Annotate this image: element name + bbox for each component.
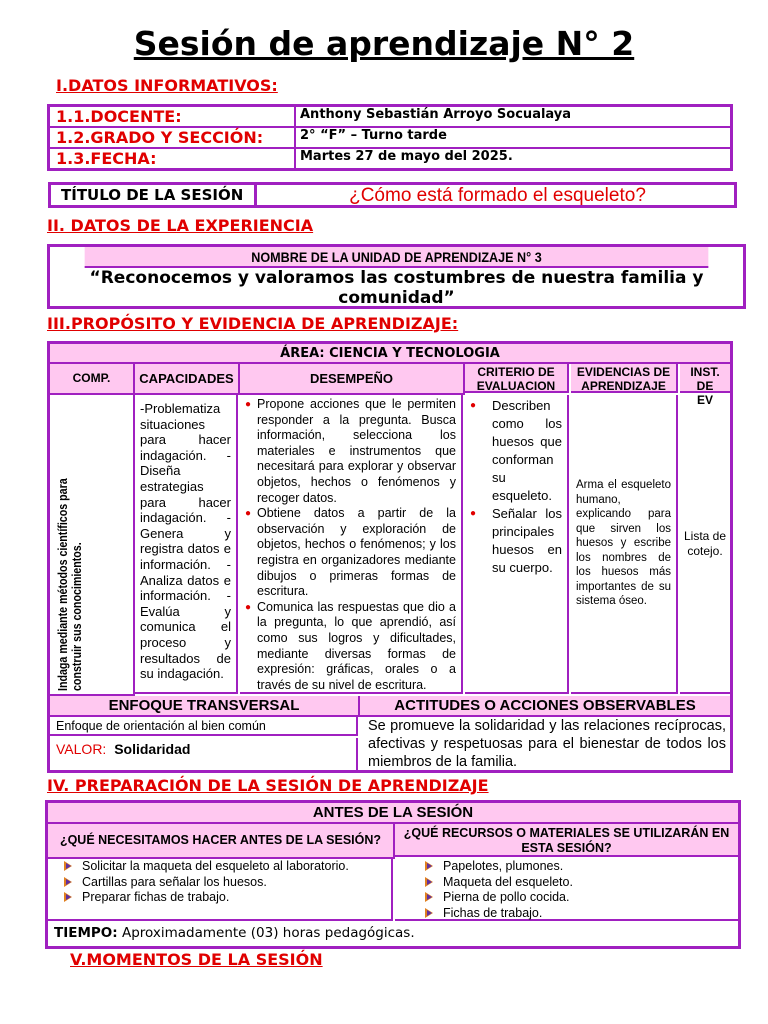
datos-informativos-table <box>47 104 733 171</box>
desempeno-item: ● Comunica las respuestas que dio a la pregunta, lo que aprendió, así como sus logros y dificultades, mediante diversas formas de expresión: gráficas, orales o a través de su nivel de escritura. <box>245 599 456 692</box>
arrow-bullet-icon <box>425 861 433 871</box>
arrow-bullet-icon <box>425 877 433 887</box>
col-criterio-header: CRITERIO DE EVALUACION <box>465 364 569 393</box>
list-item: Preparar fichas de trabajo. <box>64 890 391 906</box>
competencia-cell <box>50 395 135 696</box>
competencia-text: Indaga mediante métodos científicos para construir sus conocimientos. <box>55 478 84 691</box>
docente-value: Anthony Sebastián Arroyo Socualaya <box>295 106 732 128</box>
col2-cell <box>395 859 738 921</box>
antes-header: ANTES DE LA SESIÓN <box>48 803 738 824</box>
arrow-bullet-icon <box>425 908 433 918</box>
docente-label: 1.1.DOCENTE: <box>49 106 296 128</box>
area-header: ÁREA: CIENCIA Y TECNOLOGIA <box>50 344 730 364</box>
grado-value: 2° “F” – Turno tarde <box>295 127 732 148</box>
fecha-label: 1.3.FECHA: <box>49 148 296 170</box>
capacidades-text: -Problematiza situaciones para hacer indagación. -Diseña estrategias para hacer indagación. -Genera y registra datos e información. -Analiza datos e información. -Evalúa y comunica el proceso y resultados de su indagación. <box>140 401 231 682</box>
capacidades-cell <box>135 395 238 694</box>
proposito-table <box>47 341 733 773</box>
section-5-heading: V.MOMENTOS DE LA SESIÓN <box>70 950 323 969</box>
instrumento-cell <box>680 395 730 694</box>
desempeno-item: ● Obtiene datos a partir de la observación y exploración de objetos, hechos o fenómenos; y los registra en organizadores mediante dibujos o primeras formas de escritura. <box>245 506 456 599</box>
fecha-value: Martes 27 de mayo del 2025. <box>295 148 732 170</box>
criterio-list <box>470 397 562 577</box>
criterio-item: ● Señalar los principales huesos en su cuerpo. <box>470 506 562 575</box>
criterio-item: ● Describen como los huesos que conforman su esqueleto. <box>470 398 562 503</box>
titulo-sesion-label: TÍTULO DE LA SESIÓN <box>51 185 257 205</box>
page-title: Sesión de aprendizaje N° 2 <box>133 24 635 63</box>
actitudes-cell: Se promueve la solidaridad y las relaciones recíprocas, afectivas y respetuosas para el bienestar de todos los miembros de la familia. <box>368 718 726 770</box>
col1-list <box>64 859 391 906</box>
list-item: Papelotes, plumones. <box>425 859 738 875</box>
list-item: Maqueta del esqueleto. <box>425 875 738 891</box>
bullet-icon: ● <box>470 508 477 519</box>
list-item: Cartillas para señalar los huesos. <box>64 875 391 891</box>
instrumento-text: Lista de cotejo. <box>683 528 727 558</box>
col2-header: ¿QUÉ RECURSOS O MATERIALES SE UTILIZARÁN EN ESTA SESIÓN? <box>395 824 738 857</box>
col-comp-header: COMP. <box>50 364 135 395</box>
desempeno-cell <box>240 395 463 694</box>
valor-label: VALOR: <box>56 741 107 757</box>
col2-list <box>425 859 738 921</box>
bullet-icon: ● <box>245 399 252 410</box>
bullet-icon: ● <box>245 601 252 613</box>
desempeno-item: ● Propone acciones que le permiten responder a la pregunta. Busca información, selecciona los materiales e instrumentos que necesitará para explorar y observar objetos, hechos o fenómenos y recoger datos. <box>245 397 456 505</box>
section-1-heading: I.DATOS INFORMATIVOS: <box>56 76 278 95</box>
tiempo-label: TIEMPO: <box>54 925 118 941</box>
unidad-header: NOMBRE DE LA UNIDAD DE APRENDIZAJE N° 3 <box>85 247 709 268</box>
col1-cell <box>48 859 393 921</box>
bullet-icon: ● <box>470 400 477 411</box>
evidencia-cell <box>571 395 678 694</box>
unidad-nombre: “Reconocemos y valoramos las costumbres de nuestra familia y comunidad” <box>89 268 704 308</box>
list-item: Pierna de pollo cocida. <box>425 890 738 906</box>
col-inst-header: INST. DE EV <box>680 364 730 393</box>
unidad-box <box>47 244 746 309</box>
arrow-bullet-icon <box>64 877 72 887</box>
section-2-heading: II. DATOS DE LA EXPERIENCIA <box>47 216 314 235</box>
section-3-heading: III.PROPÓSITO Y EVIDENCIA DE APRENDIZAJE: <box>47 314 459 333</box>
arrow-bullet-icon <box>425 892 433 902</box>
actitudes-header: ACTITUDES O ACCIONES OBSERVABLES <box>360 696 730 717</box>
valor-cell <box>50 738 358 770</box>
evidencia-text: Arma el esqueleto humano, explicando para que sirven los huesos y escribe los nombres de los huesos más importantes de su sistema óseo. <box>576 479 671 608</box>
col-evidencias-header: EVIDENCIAS DE APRENDIZAJE <box>571 364 678 393</box>
col-desempeno-header: DESEMPEÑO <box>240 364 465 395</box>
col1-header: ¿QUÉ NECESITAMOS HACER ANTES DE LA SESIÓN? <box>48 824 395 859</box>
criterio-cell <box>465 395 569 694</box>
preparacion-table <box>45 800 741 949</box>
col-capacidades-header: CAPACIDADES <box>135 364 240 395</box>
arrow-bullet-icon <box>64 861 72 871</box>
tiempo-row <box>48 923 738 946</box>
valor-value: Solidaridad <box>114 741 191 757</box>
titulo-sesion-row <box>48 182 737 208</box>
tiempo-value: Aproximadamente (03) horas pedagógicas. <box>121 925 415 941</box>
bullet-icon: ● <box>245 508 252 520</box>
desempeno-list <box>245 397 456 693</box>
enfoque-cell: Enfoque de orientación al bien común <box>50 717 358 736</box>
list-item: Fichas de trabajo. <box>425 906 738 922</box>
list-item: Solicitar la maqueta del esqueleto al laboratorio. <box>64 859 391 875</box>
titulo-sesion-value: ¿Cómo está formado el esqueleto? <box>349 185 646 206</box>
grado-label: 1.2.GRADO Y SECCIÓN: <box>49 127 296 148</box>
arrow-bullet-icon <box>64 892 72 902</box>
section-4-heading: IV. PREPARACIÓN DE LA SESIÓN DE APRENDIZAJE <box>47 776 489 795</box>
enfoque-header: ENFOQUE TRANSVERSAL <box>50 696 360 717</box>
